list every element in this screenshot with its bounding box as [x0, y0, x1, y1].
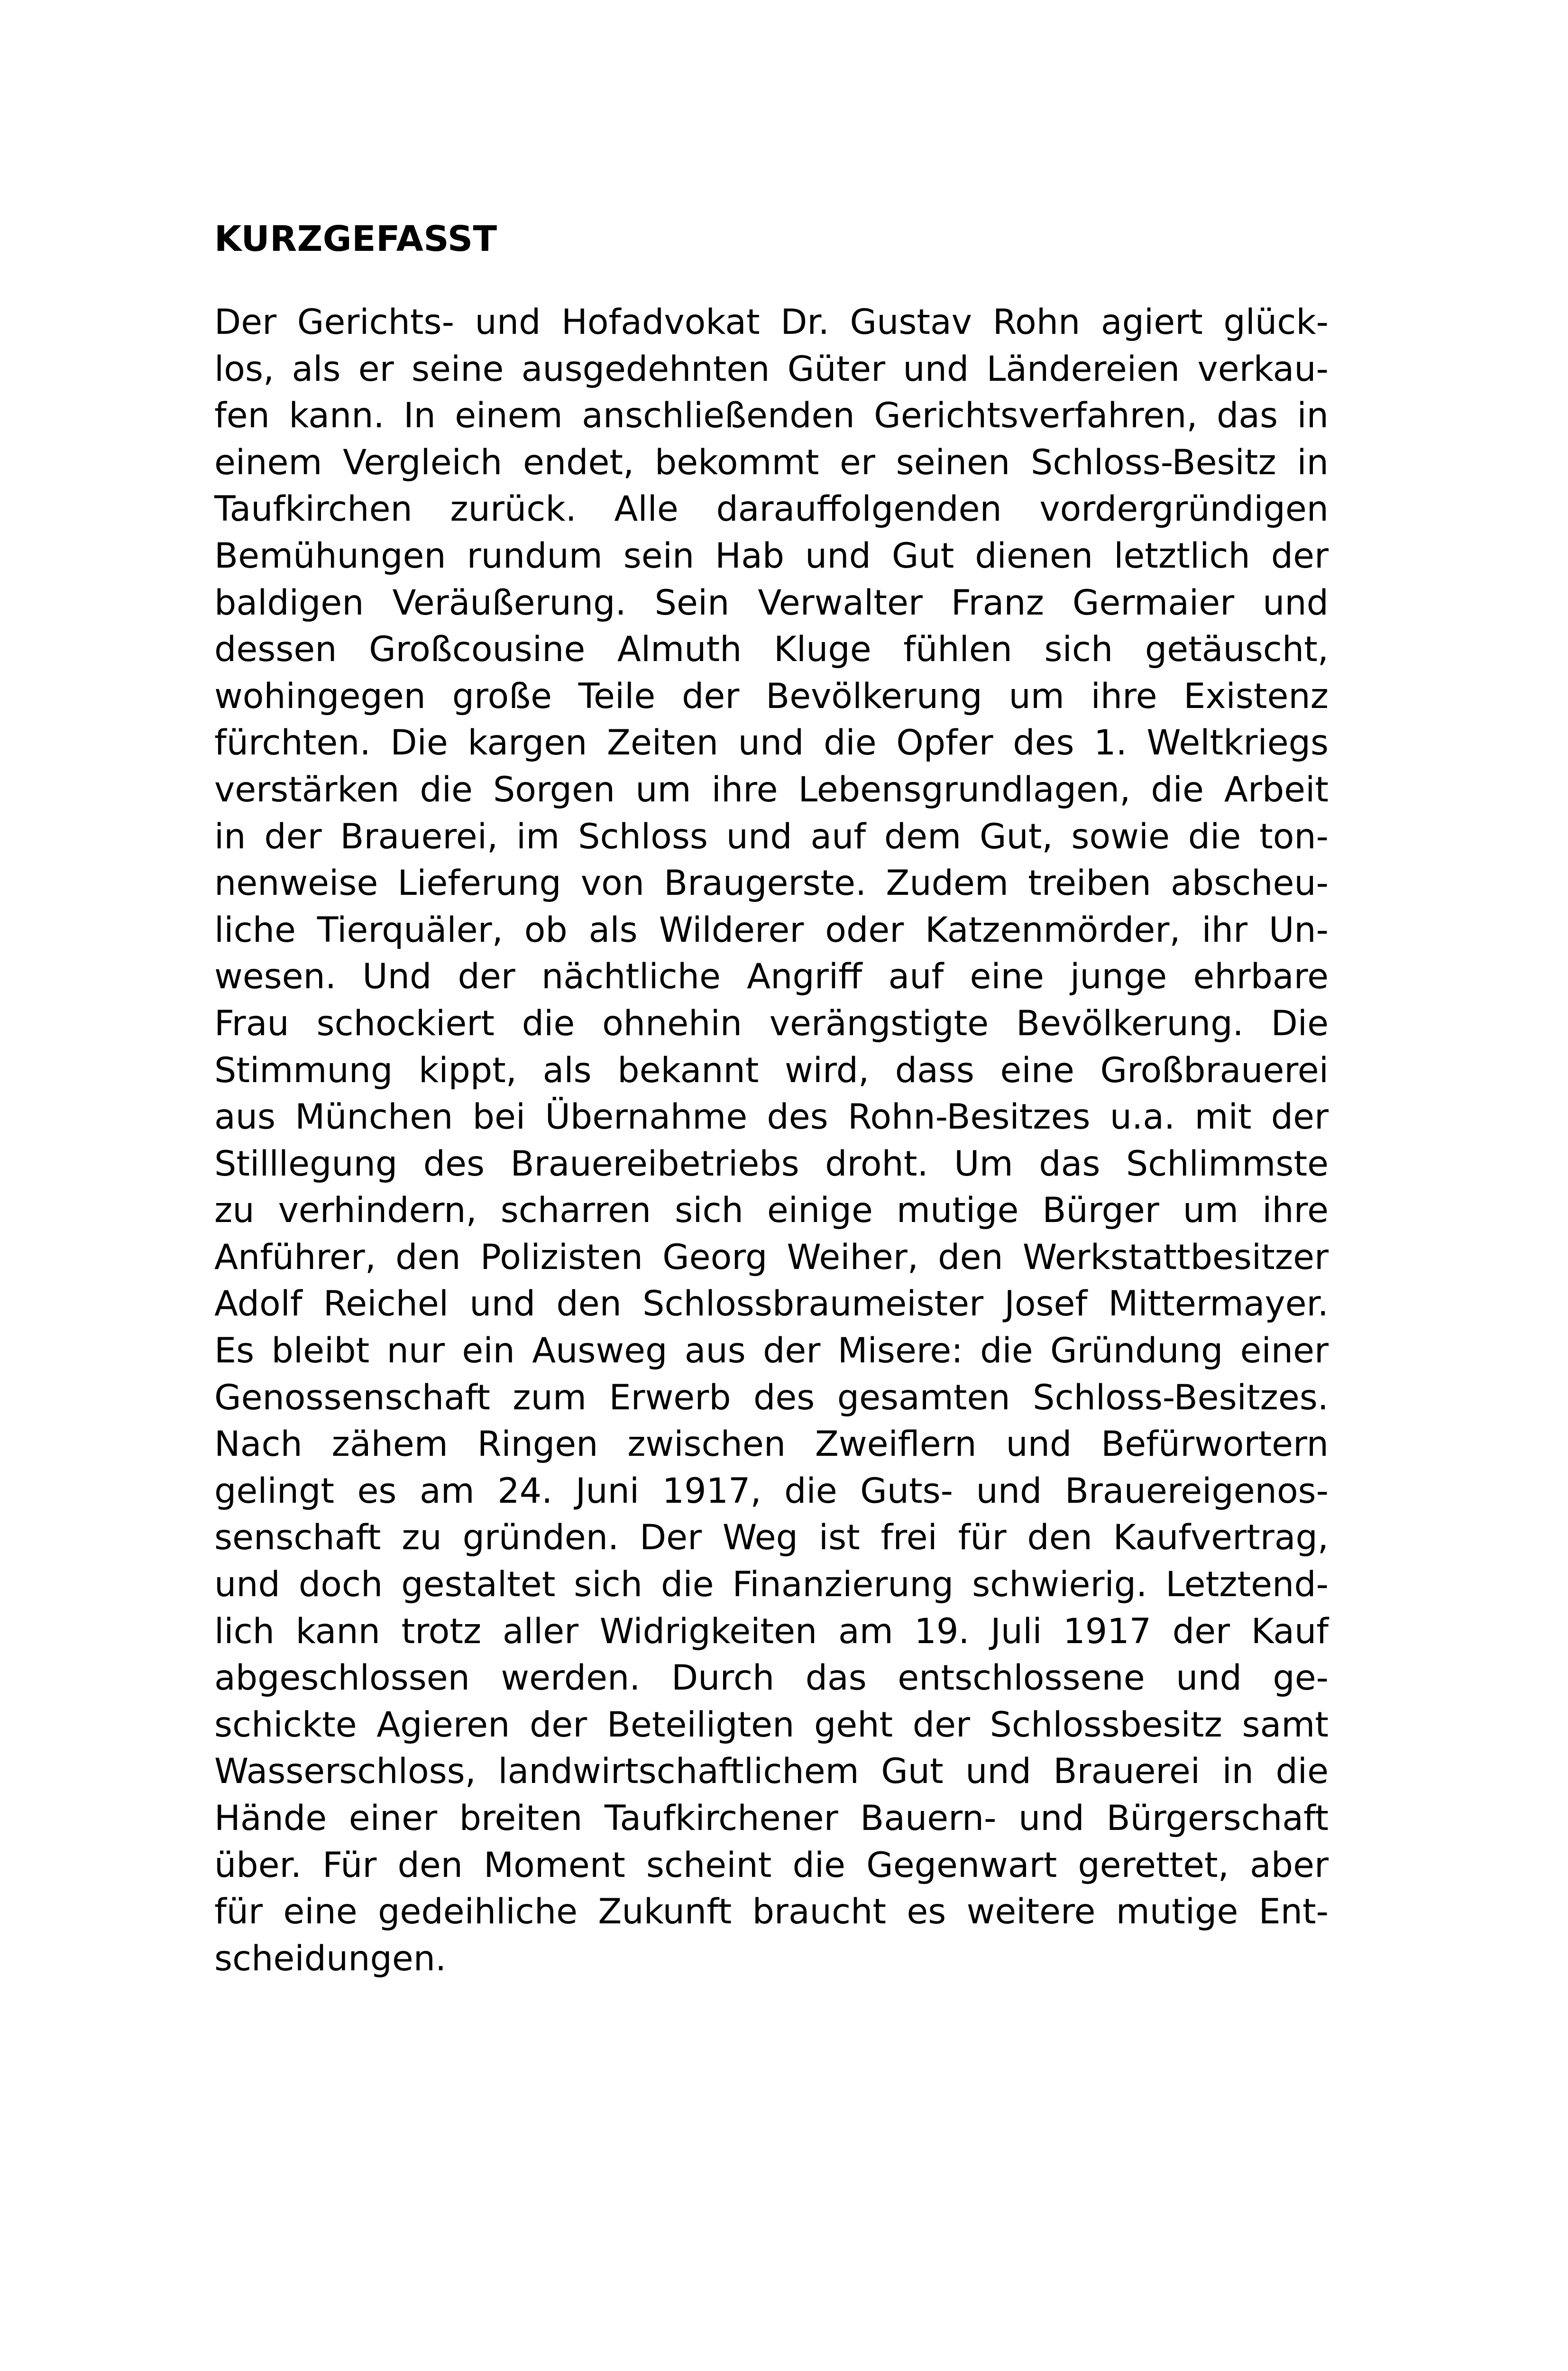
text-line: Taufkirchen zurück. Alle darauffolgenden vordergründigen [214, 489, 1329, 530]
text-line: Genossenschaft zum Erwerb des gesamten Schloss-Besitzes. [214, 1377, 1329, 1418]
section-heading: KURZGEFASST [214, 219, 497, 259]
text-line: Frau schockiert die ohnehin verängstigte Bevölkerung. Die [214, 1003, 1329, 1044]
text-line: fen kann. In einem anschließenden Gerichtsverfahren, das in [214, 395, 1329, 436]
text-line: fürchten. Die kargen Zeiten und die Opfer des 1. Weltkriegs [214, 723, 1329, 763]
text-line: lich kann trotz aller Widrigkeiten am 19. Juli 1917 der Kauf [214, 1611, 1329, 1652]
text-line: und doch gestaltet sich die Finanzierung schwierig. Letztend- [214, 1564, 1329, 1605]
text-line: wesen. Und der nächtliche Angriff auf eine junge ehrbare [214, 956, 1329, 997]
text-line: liche Tierquäler, ob als Wilderer oder Katzenmörder, ihr Un- [214, 910, 1329, 950]
text-line: Anführer, den Polizisten Georg Weiher, den Werkstattbesitzer [214, 1237, 1329, 1277]
text-line: schickte Agieren der Beteiligten geht der Schlossbesitz samt [214, 1704, 1329, 1745]
text-line: zu verhindern, scharren sich einige mutige Bürger um ihre [214, 1190, 1329, 1231]
text-line: verstärken die Sorgen um ihre Lebensgrundlagen, die Arbeit [214, 769, 1329, 810]
text-line: wohingegen große Teile der Bevölkerung um ihre Existenz [214, 676, 1329, 717]
text-line: dessen Großcousine Almuth Kluge fühlen sich getäuscht, [214, 629, 1329, 670]
text-line: Bemühungen rundum sein Hab und Gut dienen letztlich der [214, 535, 1329, 576]
text-line: für eine gedeihliche Zukunft braucht es weitere mutige Ent- [214, 1892, 1329, 1932]
text-line: Es bleibt nur ein Ausweg aus der Misere: die Gründung einer [214, 1331, 1329, 1371]
text-line: gelingt es am 24. Juni 1917, die Guts- und Brauereigenos- [214, 1470, 1329, 1511]
text-line: nenweise Lieferung von Braugerste. Zudem treiben abscheu- [214, 863, 1329, 904]
page-content [214, 216, 1329, 1982]
text-line: Wasserschloss, landwirtschaftlichem Gut und Brauerei in die [214, 1751, 1329, 1792]
text-line: Hände einer breiten Taufkirchener Bauern- und Bürgerschaft [214, 1798, 1329, 1838]
text-line: abgeschlossen werden. Durch das entschlossene und ge- [214, 1658, 1329, 1699]
text-line: baldigen Veräußerung. Sein Verwalter Franz Germaier und [214, 582, 1329, 623]
text-line: einem Vergleich endet, bekommt er seinen Schloss-Besitz in [214, 442, 1329, 483]
text-line: Nach zähem Ringen zwischen Zweiflern und Befürwortern [214, 1424, 1329, 1465]
text-line: Der Gerichts- und Hofadvokat Dr. Gustav Rohn agiert glück- [214, 302, 1329, 342]
text-line: Adolf Reichel und den Schlossbraumeister Josef Mittermayer. [214, 1284, 1329, 1324]
text-line: senschaft zu gründen. Der Weg ist frei für den Kaufvertrag, [214, 1517, 1329, 1558]
text-line: Stilllegung des Brauereibetriebs droht. Um das Schlimmste [214, 1143, 1329, 1184]
text-line: über. Für den Moment scheint die Gegenwart gerettet, aber [214, 1845, 1329, 1885]
text-line: Stimmung kippt, als bekannt wird, dass eine Großbrauerei [214, 1050, 1329, 1091]
text-line: scheidungen. [214, 1938, 447, 1979]
text-line: los, als er seine ausgedehnten Güter und Ländereien verkau- [214, 349, 1329, 389]
text-line: aus München bei Übernahme des Rohn-Besitzes u.a. mit der [214, 1097, 1329, 1138]
summary-paragraph [214, 299, 1329, 1982]
text-line: in der Brauerei, im Schloss und auf dem Gut, sowie die ton- [214, 816, 1329, 857]
